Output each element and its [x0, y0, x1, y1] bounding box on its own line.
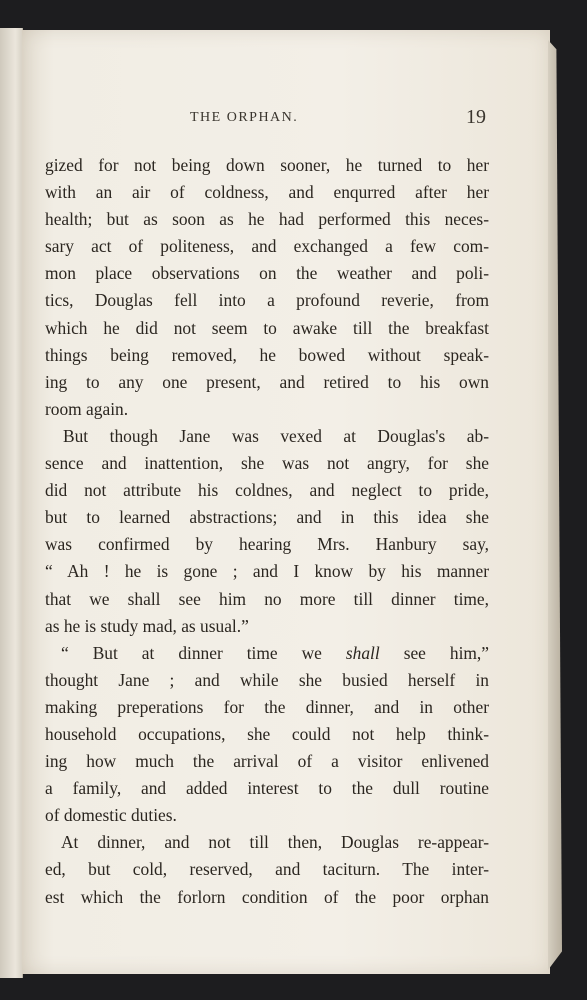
text-line: as he is study mad, as usual.” [45, 615, 249, 636]
text-line: a family, and added interest to the dull routine [45, 778, 489, 799]
text-line: tics, Douglas fell into a profound reverie, from [45, 290, 489, 311]
text-line: sary act of politeness, and exchanged a few com- [45, 236, 489, 257]
text-segment: “ But at dinner time we [61, 642, 322, 663]
text-line: of domestic duties. [45, 805, 177, 826]
body-text [45, 152, 489, 911]
text-line: with an air of coldness, and enqurred after her [45, 182, 489, 203]
text-line: was confirmed by hearing Mrs. Hanbury say, [45, 534, 489, 555]
text-segment: see him,” [403, 642, 489, 663]
text-line: “ Ah ! he is gone ; and I know by his manner [45, 561, 489, 582]
page-right-edge [548, 40, 562, 970]
text-line: ed, but cold, reserved, and taciturn. The inter- [45, 859, 489, 880]
text-line: making preperations for the dinner, and in other [45, 696, 489, 717]
text-line: which he did not seem to awake till the breakfast [45, 317, 489, 338]
text-line: that we shall see him no more till dinner time, [45, 588, 489, 609]
paragraph-start [45, 640, 489, 667]
text-line: but to learned abstractions; and in this idea she [45, 507, 489, 528]
text-line: ing how much the arrival of a visitor enlivened [45, 751, 489, 772]
text-line: household occupations, she could not help think- [45, 723, 489, 744]
running-head: THE ORPHAN. [190, 110, 299, 125]
emphasized-word: shall [345, 642, 380, 663]
text-line: sence and inattention, she was not angry, for she [45, 453, 489, 474]
text-line: gized for not being down sooner, he turned to her [45, 155, 489, 175]
page-number: 19 [466, 106, 486, 128]
paragraph-start: At dinner, and not till then, Douglas re-appear- [61, 832, 489, 853]
left-page-edge [0, 28, 23, 978]
paragraph-start: But though Jane was vexed at Douglas's ab- [63, 425, 489, 446]
text-line: ing to any one present, and retired to his own [45, 371, 489, 392]
text-line: thought Jane ; and while she busied herself in [45, 669, 489, 690]
text-line: mon place observations on the weather and poli- [45, 263, 489, 284]
text-line: did not attribute his coldnes, and neglect to pride, [45, 480, 489, 501]
text-line: room again. [45, 398, 129, 419]
text-line: est which the forlorn condition of the poor orphan [45, 886, 489, 907]
text-line: things being removed, he bowed without speak- [45, 344, 489, 365]
text-line: health; but as soon as he had performed this neces- [45, 209, 489, 230]
